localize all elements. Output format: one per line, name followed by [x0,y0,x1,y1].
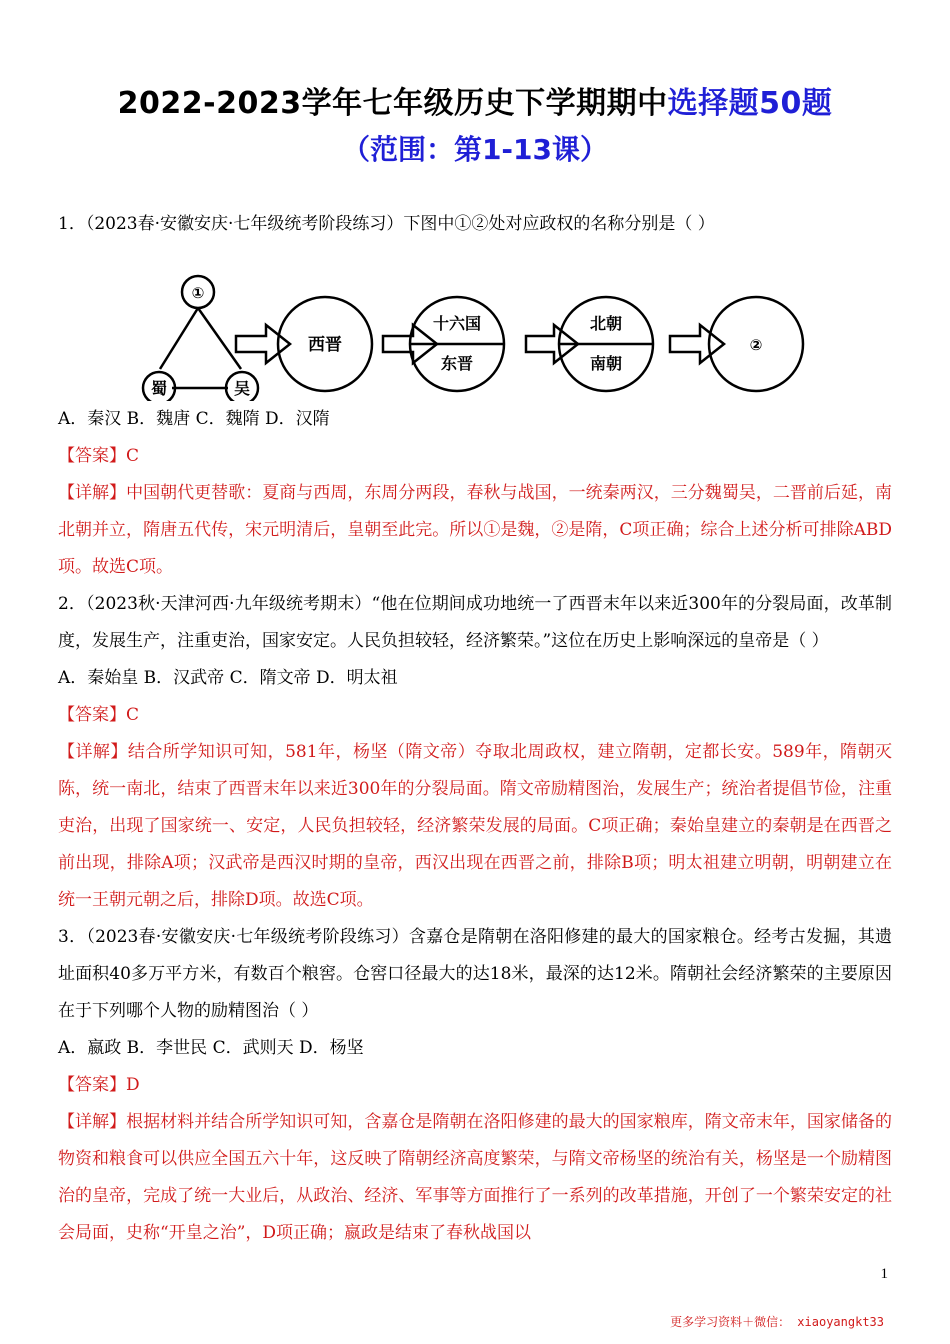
question-1-stem: 1．（2023春·安徽安庆·七年级统考阶段练习）下图中①②处对应政权的名称分别是（ ） [58,214,715,234]
question-list [58,206,892,1252]
question-2-options: A．秦始皇 B．汉武帝 C．隋文帝 D．明太祖 [58,668,398,688]
label-dongjin: 东晋 [440,354,474,373]
question-3-detail: 【详解】根据材料并结合所学知识可知，含嘉仓是隋朝在洛阳修建的最大的国家粮库，隋文帝末年，国家储备的物资和粮食可以供应全国五六十年，这反映了隋朝经济高度繁荣，与隋文帝杨坚的统治有关，杨坚是一个励精图治的皇帝，完成了统一大业后，从政治、经济、军事等方面推行了一系列的改革措施，开创了一个繁荣安定的社会局面，史称“开皇之治”，D项正确；嬴政是结束了春秋战国以 [58,1112,892,1243]
footer-note: 更多学习资料＋微信： xiaoyangkt33 [670,1315,884,1329]
label-northern: 北朝 [589,314,623,333]
dynasty-diagram-svg [58,243,892,401]
label-16-kingdoms: 十六国 [432,314,482,333]
label-1: ① [191,284,205,302]
triangle-edge [160,308,198,369]
question-3-options: A．嬴政 B．李世民 C．武则天 D．杨坚 [58,1038,364,1058]
title-main: 2022-2023学年七年级历史下学期期中 [117,86,668,121]
question-2-stem: 2．（2023秋·天津河西·九年级统考期末）“他在位期间成功地统一了西晋末年以来近300年的分裂局面，改革制度，发展生产，注重吏治，国家安定。人民负担较轻，经济繁荣。”这位在历史上影响深远的皇帝是（ ） [58,594,892,651]
question-2-answer: 【答案】C [58,705,140,725]
label-2: ② [749,336,763,354]
question-1-detail: 【详解】中国朝代更替歌：夏商与西周，东周分两段，春秋与战国，一统秦两汉，三分魏蜀吴，二晋前后延，南北朝并立，隋唐五代传，宋元明清后，皇朝至此完。所以①是魏，②是隋，C项正确；综合上述分析可排除ABD项。故选C项。 [58,483,892,577]
question-3-stem: 3．（2023春·安徽安庆·七年级统考阶段练习）含嘉仓是隋朝在洛阳修建的最大的国家粮仓。经考古发掘，其遗址面积40多万平方米，有数百个粮窖。仓窖口径最大的达18米，最深的达12米。隋朝社会经济繁荣的主要原因在于下列哪个人物的励精图治（ ） [58,927,892,1021]
dynasty-diagram [58,243,892,401]
question-1-answer: 【答案】C [58,446,140,466]
page-number: 1 [880,1266,888,1282]
page-subtitle: （范围：第1-13课） [341,133,609,166]
question-3-answer: 【答案】D [58,1075,140,1095]
title-highlight: 选择题50题 [667,86,833,121]
arrow-icon [670,325,724,363]
label-southern: 南朝 [589,354,623,373]
page-title [0,78,950,122]
question-2-detail: 【详解】结合所学知识可知，581年，杨坚（隋文帝）夺取北周政权，建立隋朝，定都长安。589年，隋朝灭陈，统一南北，结束了西晋末年以来近300年的分裂局面。隋文帝励精图治，发展生产；统治者提倡节俭，注重吏治，出现了国家统一、安定，人民负担较轻，经济繁荣发展的局面。C项正确；秦始皇建立的秦朝是在西晋之前出现，排除A项；汉武帝是西汉时期的皇帝，西汉出现在西晋之前，排除B项；明太祖建立明朝，明朝建立在统一王朝元朝之后，排除D项。故选C项。 [58,742,892,910]
arrow-icon [236,325,290,363]
question-1-options: A．秦汉 B．魏唐 C．魏隋 D．汉隋 [58,409,330,429]
label-shu: 蜀 [150,379,168,398]
label-wu: 吴 [233,379,251,398]
label-xijin: 西晋 [308,335,342,355]
triangle-edge [198,308,241,369]
